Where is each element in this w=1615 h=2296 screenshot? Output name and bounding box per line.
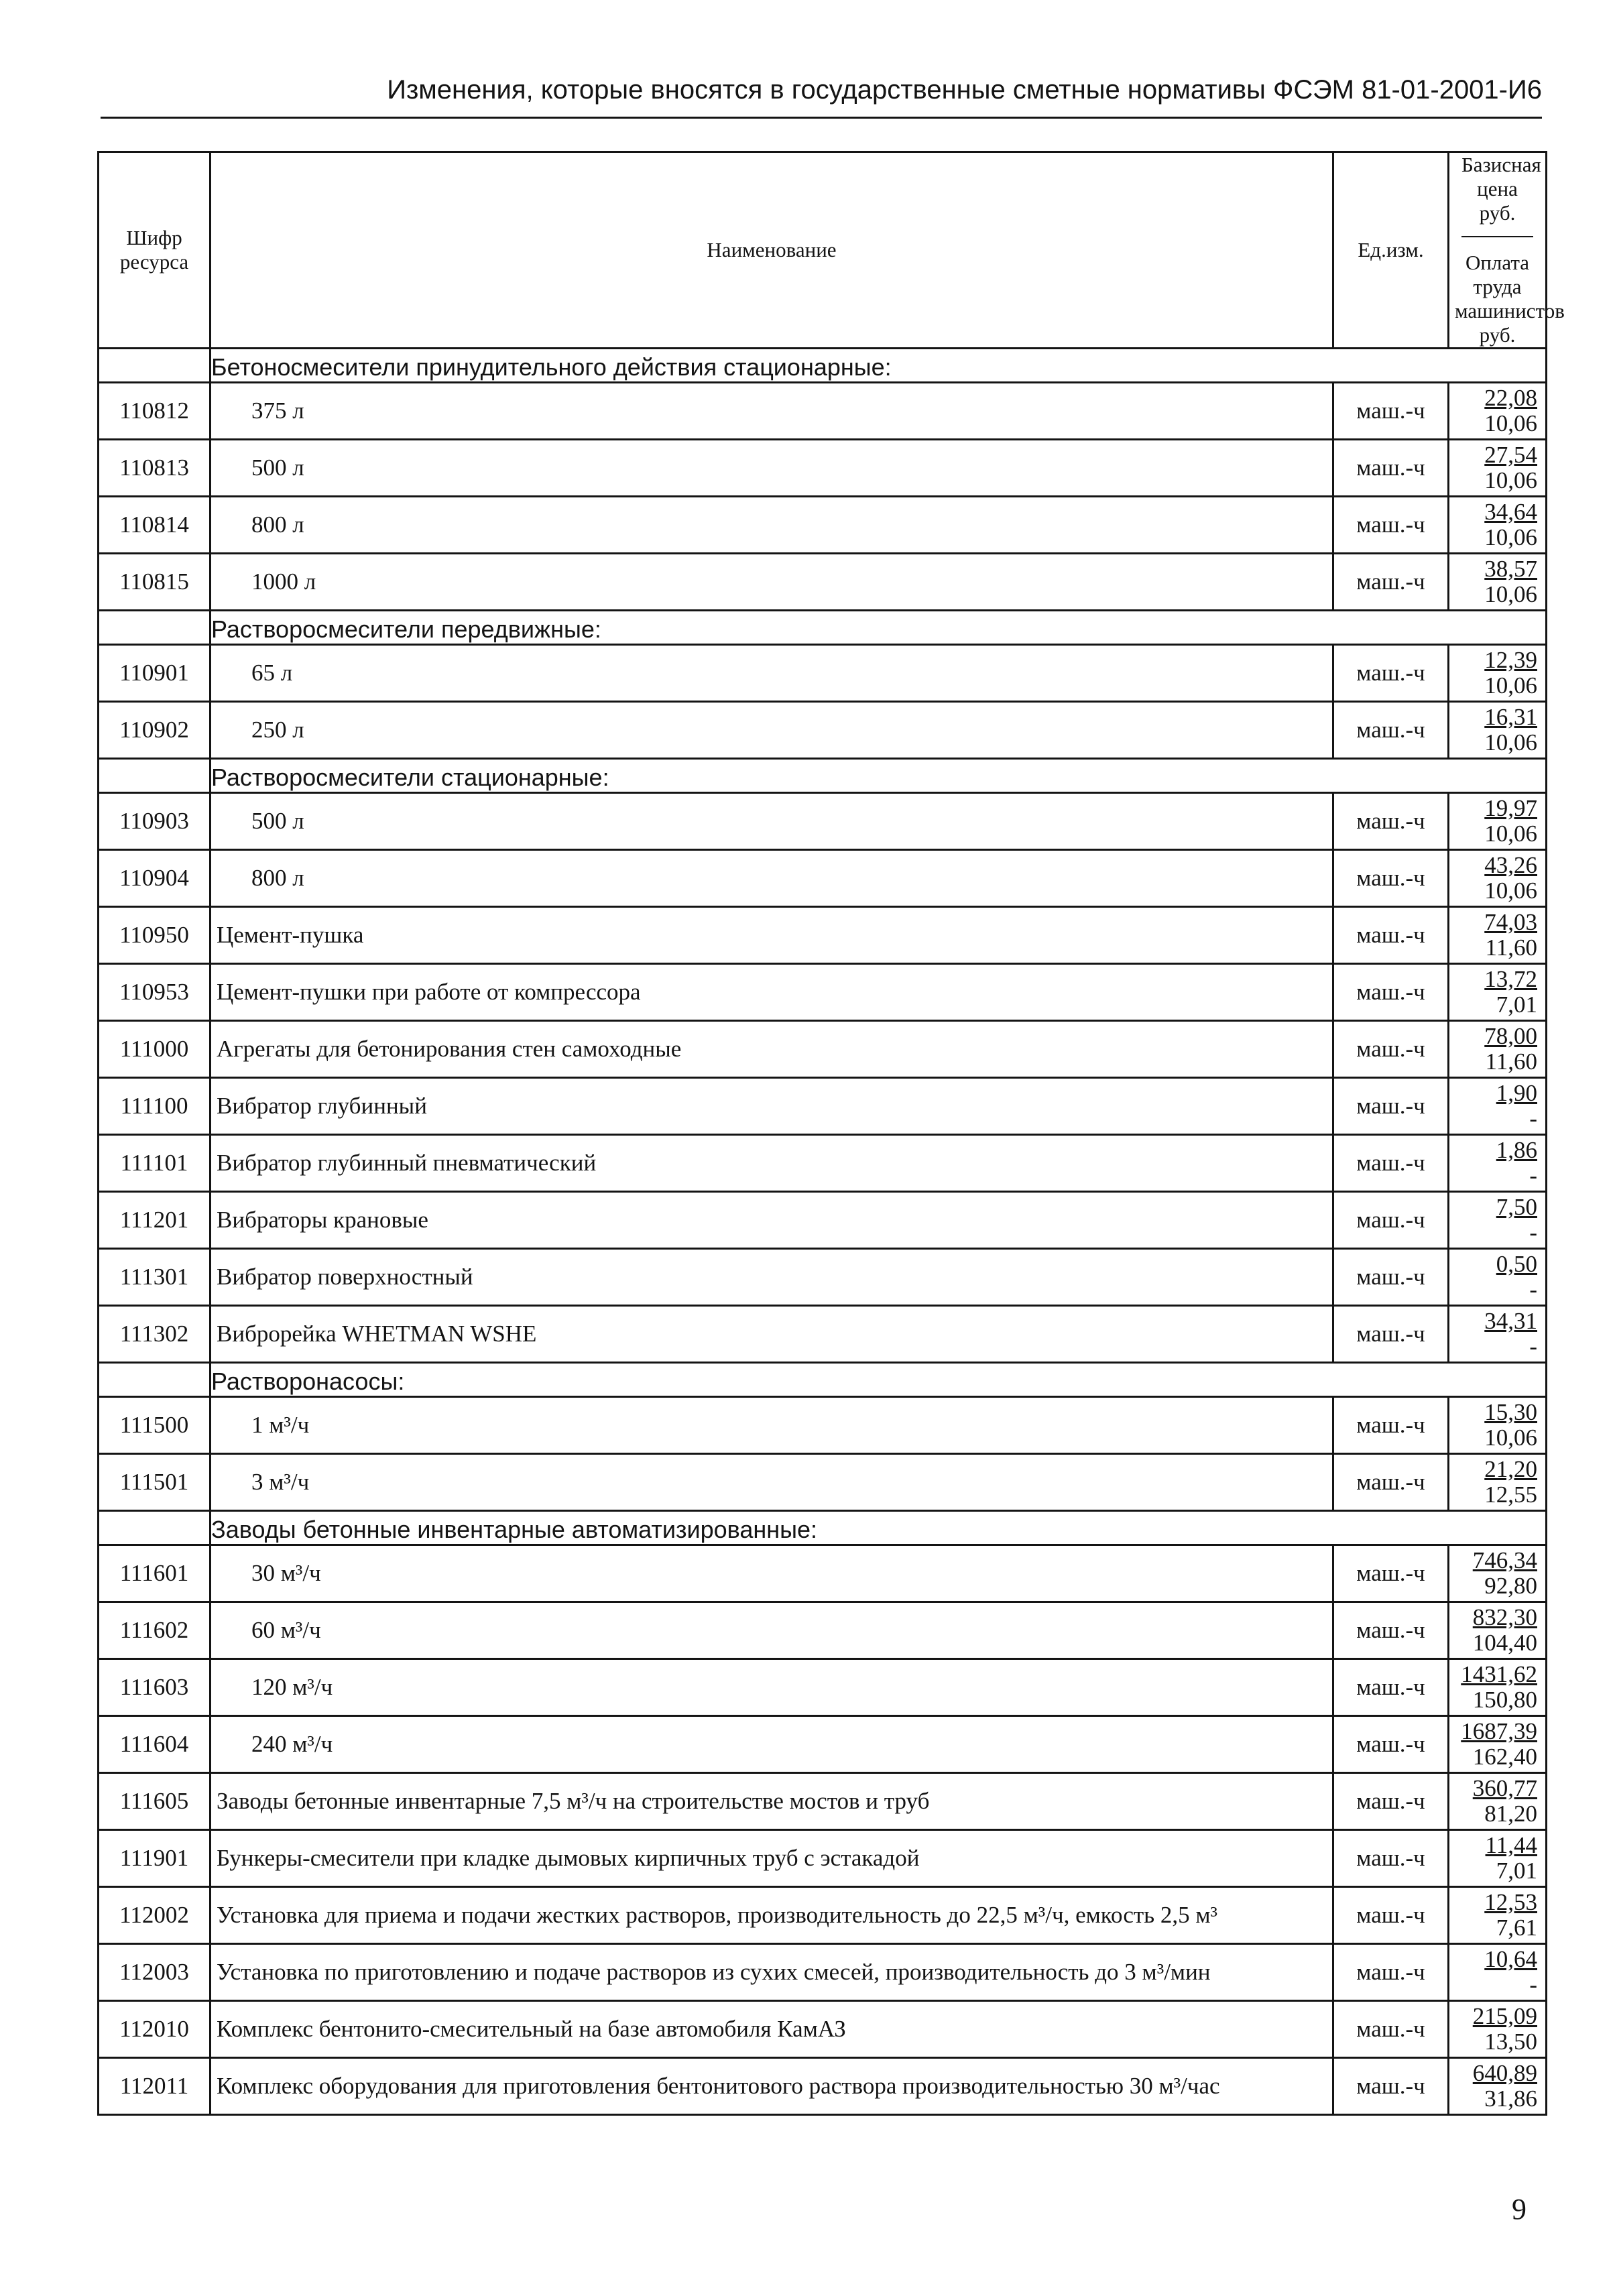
price-cell <box>1449 1397 1547 1454</box>
resource-code: 111603 <box>99 1659 211 1716</box>
table-row <box>99 1021 1547 1078</box>
base-price: 10,64 <box>1484 1946 1537 1972</box>
price-cell <box>1449 1716 1547 1773</box>
column-header-price <box>1449 152 1565 349</box>
resource-code: 111301 <box>99 1249 211 1306</box>
price-cell <box>1449 1135 1547 1192</box>
base-price: 38,57 <box>1484 556 1537 582</box>
labor-cost: 13,50 <box>1484 2029 1537 2055</box>
resource-code: 110904 <box>99 850 211 907</box>
resource-code: 110901 <box>99 645 211 702</box>
resource-name: 1000 л <box>211 554 1333 611</box>
labor-cost: 10,06 <box>1484 729 1537 756</box>
table-body <box>99 349 1547 2115</box>
unit-of-measure: маш.-ч <box>1333 1249 1449 1306</box>
section-row <box>99 349 1547 383</box>
base-price: 78,00 <box>1484 1023 1537 1049</box>
table-row <box>99 850 1547 907</box>
resource-price-table <box>97 151 1565 2116</box>
base-price: 832,30 <box>1472 1604 1537 1630</box>
unit-of-measure: маш.-ч <box>1333 1021 1449 1078</box>
base-price: 27,54 <box>1484 442 1537 468</box>
resource-code: 112002 <box>99 1887 211 1944</box>
price-cell <box>1449 1944 1547 2001</box>
table-row <box>99 1454 1547 1511</box>
labor-cost: 10,06 <box>1484 1425 1537 1451</box>
table-row <box>99 497 1547 554</box>
price-cell <box>1449 554 1547 611</box>
labor-cost: 11,60 <box>1485 1048 1537 1075</box>
labor-cost: 92,80 <box>1484 1573 1537 1599</box>
price-cell <box>1449 1021 1547 1078</box>
base-price: 11,44 <box>1485 1832 1537 1858</box>
resource-code: 111602 <box>99 1602 211 1659</box>
price-cell <box>1449 2001 1547 2058</box>
resource-name: Установка для приема и подачи жестких растворов, производительность до 22,5 м³/ч, емкость 2,5 м³ <box>211 1887 1333 1944</box>
table-row <box>99 2058 1547 2115</box>
labor-cost: 162,40 <box>1472 1744 1537 1770</box>
labor-cost: 12,55 <box>1484 1482 1537 1508</box>
unit-of-measure: маш.-ч <box>1333 793 1449 850</box>
page-header <box>101 75 1542 122</box>
labor-cost: 11,60 <box>1485 934 1537 961</box>
base-price: 0,50 <box>1496 1251 1537 1277</box>
labor-cost: 7,01 <box>1496 991 1537 1018</box>
section-code-cell <box>99 611 211 645</box>
table-row <box>99 1306 1547 1363</box>
section-row <box>99 1363 1547 1397</box>
unit-of-measure: маш.-ч <box>1333 1545 1449 1602</box>
resource-code: 110903 <box>99 793 211 850</box>
table-row <box>99 554 1547 611</box>
section-code-cell <box>99 759 211 793</box>
labor-cost: - <box>1529 1972 1537 1998</box>
section-title: Растворонасосы: <box>211 1363 1547 1397</box>
unit-of-measure: маш.-ч <box>1333 850 1449 907</box>
base-price: 1431,62 <box>1461 1661 1537 1687</box>
table-row <box>99 2001 1547 2058</box>
table-row <box>99 1135 1547 1192</box>
table-row <box>99 1192 1547 1249</box>
resource-code: 111604 <box>99 1716 211 1773</box>
column-header-price-labor: Оплата труда машинистов руб. <box>1455 251 1565 347</box>
base-price: 13,72 <box>1484 966 1537 992</box>
resource-code: 111201 <box>99 1192 211 1249</box>
unit-of-measure: маш.-ч <box>1333 645 1449 702</box>
labor-cost: 104,40 <box>1472 1630 1537 1656</box>
resource-name: 30 м³/ч <box>211 1545 1333 1602</box>
resource-name: Агрегаты для бетонирования стен самоходные <box>211 1021 1333 1078</box>
price-cell <box>1449 1454 1547 1511</box>
section-title: Заводы бетонные инвентарные автоматизированные: <box>211 1511 1547 1545</box>
unit-of-measure: маш.-ч <box>1333 1773 1449 1830</box>
table-row <box>99 1830 1547 1887</box>
price-cell <box>1449 1602 1547 1659</box>
table-row <box>99 1659 1547 1716</box>
resource-name: 500 л <box>211 793 1333 850</box>
unit-of-measure: маш.-ч <box>1333 964 1449 1021</box>
resource-name: Заводы бетонные инвентарные 7,5 м³/ч на строительстве мостов и труб <box>211 1773 1333 1830</box>
unit-of-measure: маш.-ч <box>1333 1135 1449 1192</box>
resource-name: Комплекс бентонито-смесительный на базе автомобиля КамАЗ <box>211 2001 1333 2058</box>
resource-name: Комплекс оборудования для приготовления бентонитового раствора производительностью 30 м³/час <box>211 2058 1333 2115</box>
base-price: 12,53 <box>1484 1889 1537 1915</box>
resource-name: 800 л <box>211 850 1333 907</box>
labor-cost: - <box>1529 1276 1537 1303</box>
labor-cost: 10,06 <box>1484 672 1537 699</box>
unit-of-measure: маш.-ч <box>1333 1830 1449 1887</box>
labor-cost: 10,06 <box>1484 878 1537 904</box>
base-price: 360,77 <box>1472 1775 1537 1801</box>
base-price: 15,30 <box>1484 1399 1537 1425</box>
price-cell <box>1449 1773 1547 1830</box>
price-cell <box>1449 793 1547 850</box>
unit-of-measure: маш.-ч <box>1333 1716 1449 1773</box>
price-cell <box>1449 702 1547 759</box>
price-cell <box>1449 1249 1547 1306</box>
section-code-cell <box>99 1363 211 1397</box>
unit-of-measure: маш.-ч <box>1333 1887 1449 1944</box>
section-row <box>99 759 1547 793</box>
base-price: 16,31 <box>1484 704 1537 730</box>
header-rule <box>101 117 1542 119</box>
resource-code: 110953 <box>99 964 211 1021</box>
price-cell <box>1449 2058 1547 2115</box>
base-price: 215,09 <box>1472 2003 1537 2029</box>
base-price: 12,39 <box>1484 647 1537 673</box>
labor-cost: - <box>1529 1219 1537 1246</box>
resource-code: 111101 <box>99 1135 211 1192</box>
table-row <box>99 1397 1547 1454</box>
table-row <box>99 1249 1547 1306</box>
price-cell <box>1449 440 1547 497</box>
price-cell <box>1449 1306 1547 1363</box>
resource-code: 112010 <box>99 2001 211 2058</box>
column-header-code: Шифр ресурса <box>99 152 211 349</box>
table-row <box>99 645 1547 702</box>
unit-of-measure: маш.-ч <box>1333 497 1449 554</box>
price-cell <box>1449 645 1547 702</box>
unit-of-measure: маш.-ч <box>1333 1602 1449 1659</box>
resource-code: 110813 <box>99 440 211 497</box>
price-cell <box>1449 964 1547 1021</box>
table-row <box>99 964 1547 1021</box>
labor-cost: - <box>1529 1162 1537 1189</box>
unit-of-measure: маш.-ч <box>1333 907 1449 964</box>
resource-code: 111601 <box>99 1545 211 1602</box>
resource-code: 111100 <box>99 1078 211 1135</box>
resource-code: 111901 <box>99 1830 211 1887</box>
labor-cost: 31,86 <box>1484 2086 1537 2112</box>
price-cell <box>1449 1545 1547 1602</box>
resource-code: 111302 <box>99 1306 211 1363</box>
table-row <box>99 440 1547 497</box>
resource-code: 110902 <box>99 702 211 759</box>
column-header-name: Наименование <box>211 152 1333 349</box>
resource-name: Цемент-пушки при работе от компрессора <box>211 964 1333 1021</box>
section-row <box>99 611 1547 645</box>
table-row <box>99 1716 1547 1773</box>
section-code-cell <box>99 1511 211 1545</box>
price-cell <box>1449 497 1547 554</box>
unit-of-measure: маш.-ч <box>1333 1078 1449 1135</box>
labor-cost: 7,61 <box>1496 1915 1537 1941</box>
resource-name: Бункеры-смесители при кладке дымовых кирпичных труб с эстакадой <box>211 1830 1333 1887</box>
resource-name: Вибратор поверхностный <box>211 1249 1333 1306</box>
unit-of-measure: маш.-ч <box>1333 440 1449 497</box>
labor-cost: 10,06 <box>1484 581 1537 607</box>
price-cell <box>1449 1659 1547 1716</box>
resource-name: 800 л <box>211 497 1333 554</box>
resource-name: 250 л <box>211 702 1333 759</box>
table-row <box>99 793 1547 850</box>
base-price: 1,90 <box>1496 1080 1537 1106</box>
price-cell <box>1449 383 1547 440</box>
resource-name: Цемент-пушка <box>211 907 1333 964</box>
base-price: 1,86 <box>1496 1137 1537 1163</box>
table-row <box>99 383 1547 440</box>
resource-name: 375 л <box>211 383 1333 440</box>
labor-cost: 81,20 <box>1484 1801 1537 1827</box>
unit-of-measure: маш.-ч <box>1333 2001 1449 2058</box>
document-title: Изменения, которые вносятся в государственные сметные нормативы ФСЭМ 81-01-2001-И6 <box>387 75 1542 105</box>
unit-of-measure: маш.-ч <box>1333 554 1449 611</box>
base-price: 34,64 <box>1484 499 1537 525</box>
column-header-unit: Ед.изм. <box>1333 152 1449 349</box>
table-row <box>99 1773 1547 1830</box>
unit-of-measure: маш.-ч <box>1333 2058 1449 2115</box>
resource-name: 65 л <box>211 645 1333 702</box>
base-price: 21,20 <box>1484 1456 1537 1482</box>
column-header-price-base: Базисная цена руб. <box>1461 153 1533 237</box>
resource-code: 110815 <box>99 554 211 611</box>
unit-of-measure: маш.-ч <box>1333 702 1449 759</box>
labor-cost: - <box>1529 1333 1537 1360</box>
price-cell <box>1449 850 1547 907</box>
resource-name: Установка по приготовлению и подаче растворов из сухих смесей, производительность до 3 м³/мин <box>211 1944 1333 2001</box>
base-price: 640,89 <box>1472 2060 1537 2086</box>
table-header-row <box>99 152 1547 349</box>
price-cell <box>1449 1830 1547 1887</box>
labor-cost: 7,01 <box>1496 1858 1537 1884</box>
table-row <box>99 1944 1547 2001</box>
section-title: Растворосмесители передвижные: <box>211 611 1547 645</box>
labor-cost: - <box>1529 1105 1537 1132</box>
resource-name: 240 м³/ч <box>211 1716 1333 1773</box>
section-row <box>99 1511 1547 1545</box>
labor-cost: 150,80 <box>1472 1687 1537 1713</box>
resource-code: 111000 <box>99 1021 211 1078</box>
resource-code: 111501 <box>99 1454 211 1511</box>
resource-name: Вибраторы крановые <box>211 1192 1333 1249</box>
table-row <box>99 1545 1547 1602</box>
section-code-cell <box>99 349 211 383</box>
base-price: 19,97 <box>1484 795 1537 821</box>
section-title: Растворосмесители стационарные: <box>211 759 1547 793</box>
table-row <box>99 1602 1547 1659</box>
labor-cost: 10,06 <box>1484 524 1537 550</box>
resource-name: Вибратор глубинный <box>211 1078 1333 1135</box>
table-row <box>99 1078 1547 1135</box>
resource-code: 111605 <box>99 1773 211 1830</box>
unit-of-measure: маш.-ч <box>1333 1397 1449 1454</box>
unit-of-measure: маш.-ч <box>1333 1454 1449 1511</box>
resource-code: 112003 <box>99 1944 211 2001</box>
section-title: Бетоносмесители принудительного действия стационарные: <box>211 349 1547 383</box>
resource-name: Вибратор глубинный пневматический <box>211 1135 1333 1192</box>
unit-of-measure: маш.-ч <box>1333 1192 1449 1249</box>
table-row <box>99 907 1547 964</box>
unit-of-measure: маш.-ч <box>1333 1659 1449 1716</box>
price-cell <box>1449 1887 1547 1944</box>
table-row <box>99 702 1547 759</box>
resource-code: 110950 <box>99 907 211 964</box>
resource-name: 500 л <box>211 440 1333 497</box>
base-price: 43,26 <box>1484 852 1537 878</box>
labor-cost: 10,06 <box>1484 821 1537 847</box>
base-price: 7,50 <box>1496 1194 1537 1220</box>
resource-name: 1 м³/ч <box>211 1397 1333 1454</box>
price-cell <box>1449 1078 1547 1135</box>
resource-code: 110814 <box>99 497 211 554</box>
unit-of-measure: маш.-ч <box>1333 383 1449 440</box>
labor-cost: 10,06 <box>1484 467 1537 493</box>
base-price: 22,08 <box>1484 385 1537 411</box>
labor-cost: 10,06 <box>1484 410 1537 436</box>
price-cell <box>1449 907 1547 964</box>
unit-of-measure: маш.-ч <box>1333 1306 1449 1363</box>
resource-name: Виброрейка WHETMAN WSHE <box>211 1306 1333 1363</box>
resource-code: 112011 <box>99 2058 211 2115</box>
resource-name: 60 м³/ч <box>211 1602 1333 1659</box>
unit-of-measure: маш.-ч <box>1333 1944 1449 2001</box>
base-price: 34,31 <box>1484 1308 1537 1334</box>
price-cell <box>1449 1192 1547 1249</box>
resource-name: 3 м³/ч <box>211 1454 1333 1511</box>
resource-name: 120 м³/ч <box>211 1659 1333 1716</box>
base-price: 74,03 <box>1484 909 1537 935</box>
base-price: 1687,39 <box>1461 1718 1537 1744</box>
table-row <box>99 1887 1547 1944</box>
resource-code: 110812 <box>99 383 211 440</box>
page-number: 9 <box>1512 2193 1527 2226</box>
base-price: 746,34 <box>1472 1547 1537 1573</box>
resource-code: 111500 <box>99 1397 211 1454</box>
